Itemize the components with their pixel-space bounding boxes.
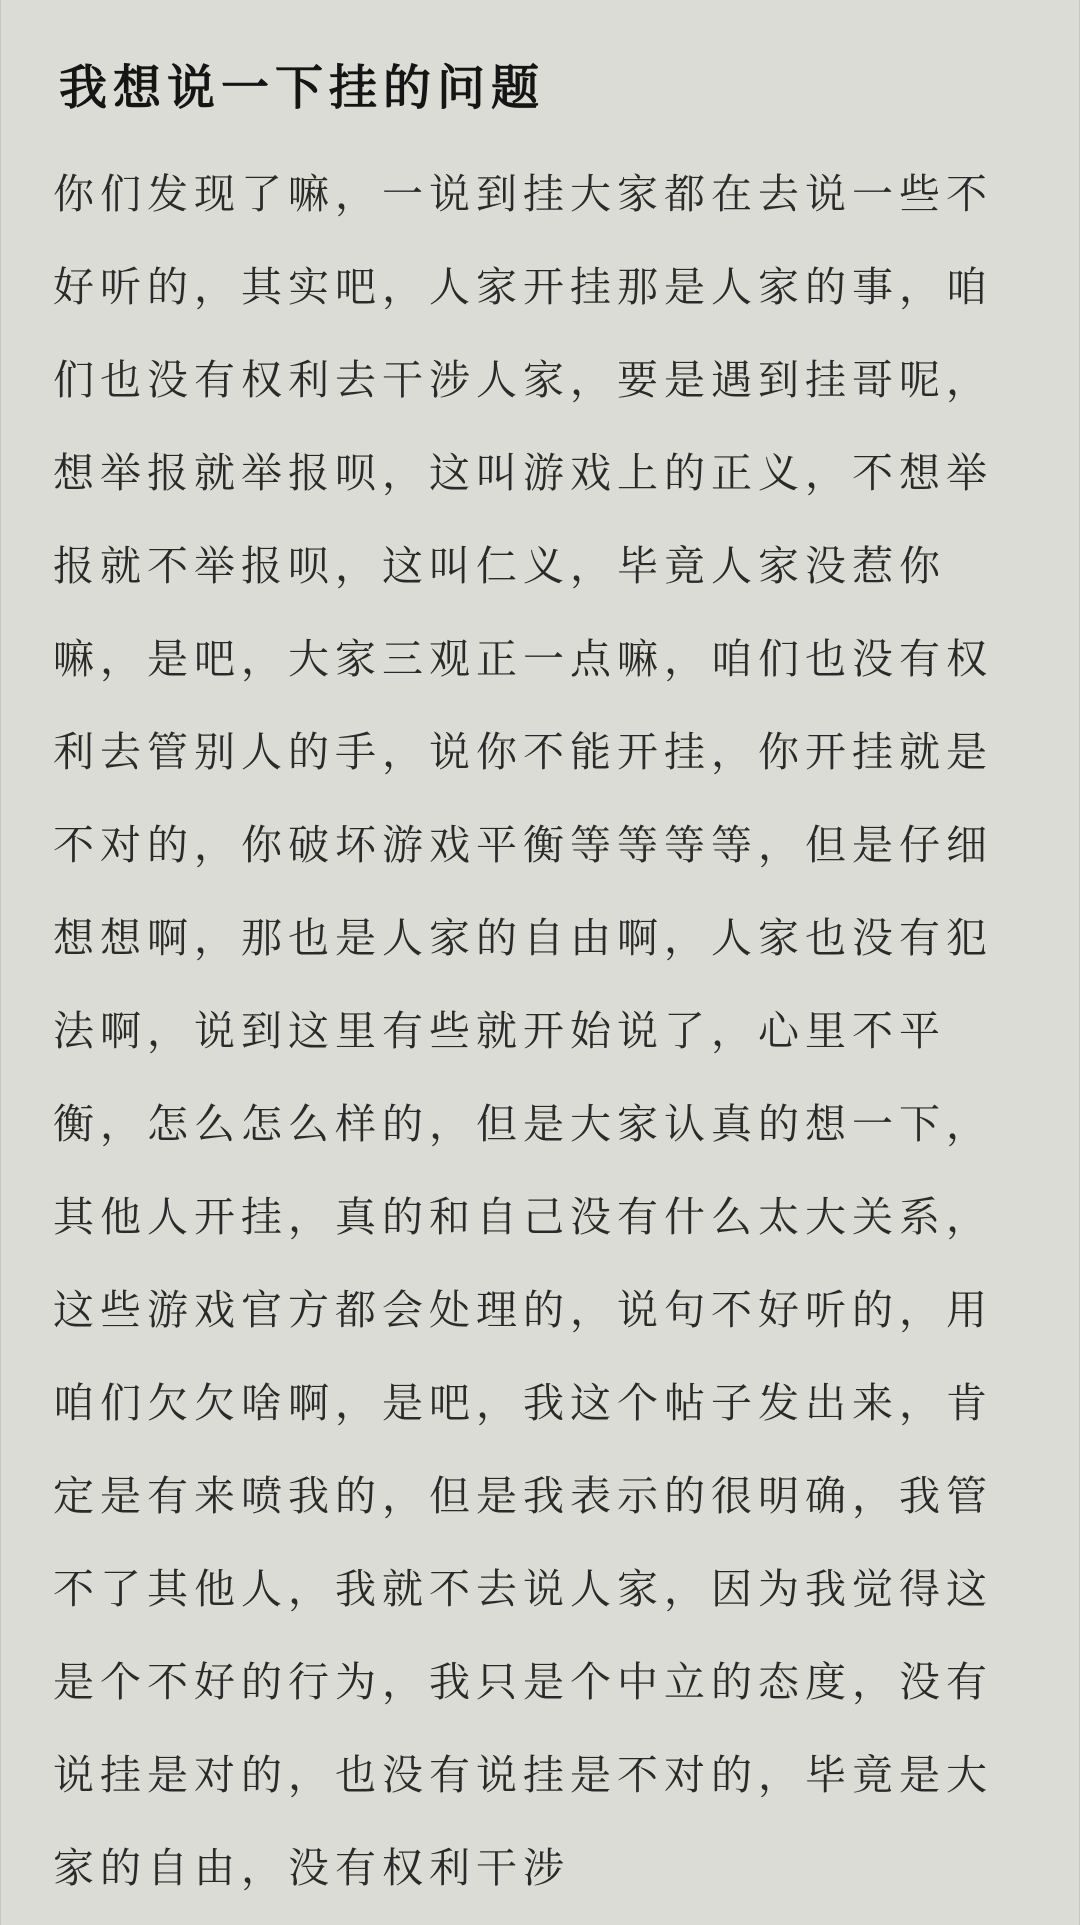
body-line: 说挂是对的，也没有说挂是不对的，毕竟是大 <box>53 1751 993 1799</box>
body-line: 好听的，其实吧，人家开挂那是人家的事，咱 <box>53 263 993 311</box>
body-line: 是个不好的行为，我只是个中立的态度，没有 <box>53 1658 993 1706</box>
document-title: 我想说一下挂的问题 <box>59 60 546 116</box>
body-line: 想想啊，那也是人家的自由啊，人家也没有犯 <box>53 914 993 962</box>
body-line: 法啊，说到这里有些就开始说了，心里不平 <box>53 1007 946 1055</box>
body-line: 衡，怎么怎么样的，但是大家认真的想一下， <box>53 1100 993 1148</box>
body-line: 定是有来喷我的，但是我表示的很明确，我管 <box>53 1472 993 1520</box>
body-line: 不对的，你破坏游戏平衡等等等等，但是仔细 <box>53 821 993 869</box>
body-line: 利去管别人的手，说你不能开挂，你开挂就是 <box>53 728 993 776</box>
body-line: 不了其他人，我就不去说人家，因为我觉得这 <box>53 1565 993 1613</box>
body-line: 这些游戏官方都会处理的，说句不好听的，用 <box>53 1286 993 1334</box>
document-body <box>53 148 1013 1915</box>
body-line: 想举报就举报呗，这叫游戏上的正义，不想举 <box>53 449 993 497</box>
body-line: 咱们欠欠啥啊，是吧，我这个帖子发出来，肯 <box>53 1379 993 1427</box>
body-line: 嘛，是吧，大家三观正一点嘛，咱们也没有权 <box>53 635 993 683</box>
body-line: 报就不举报呗，这叫仁义，毕竟人家没惹你 <box>53 542 946 590</box>
body-line: 家的自由，没有权利干涉 <box>53 1844 570 1892</box>
body-line: 其他人开挂，真的和自己没有什么太大关系， <box>53 1193 993 1241</box>
body-line: 你们发现了嘛，一说到挂大家都在去说一些不 <box>53 170 993 218</box>
body-line: 们也没有权利去干涉人家，要是遇到挂哥呢， <box>53 356 993 404</box>
